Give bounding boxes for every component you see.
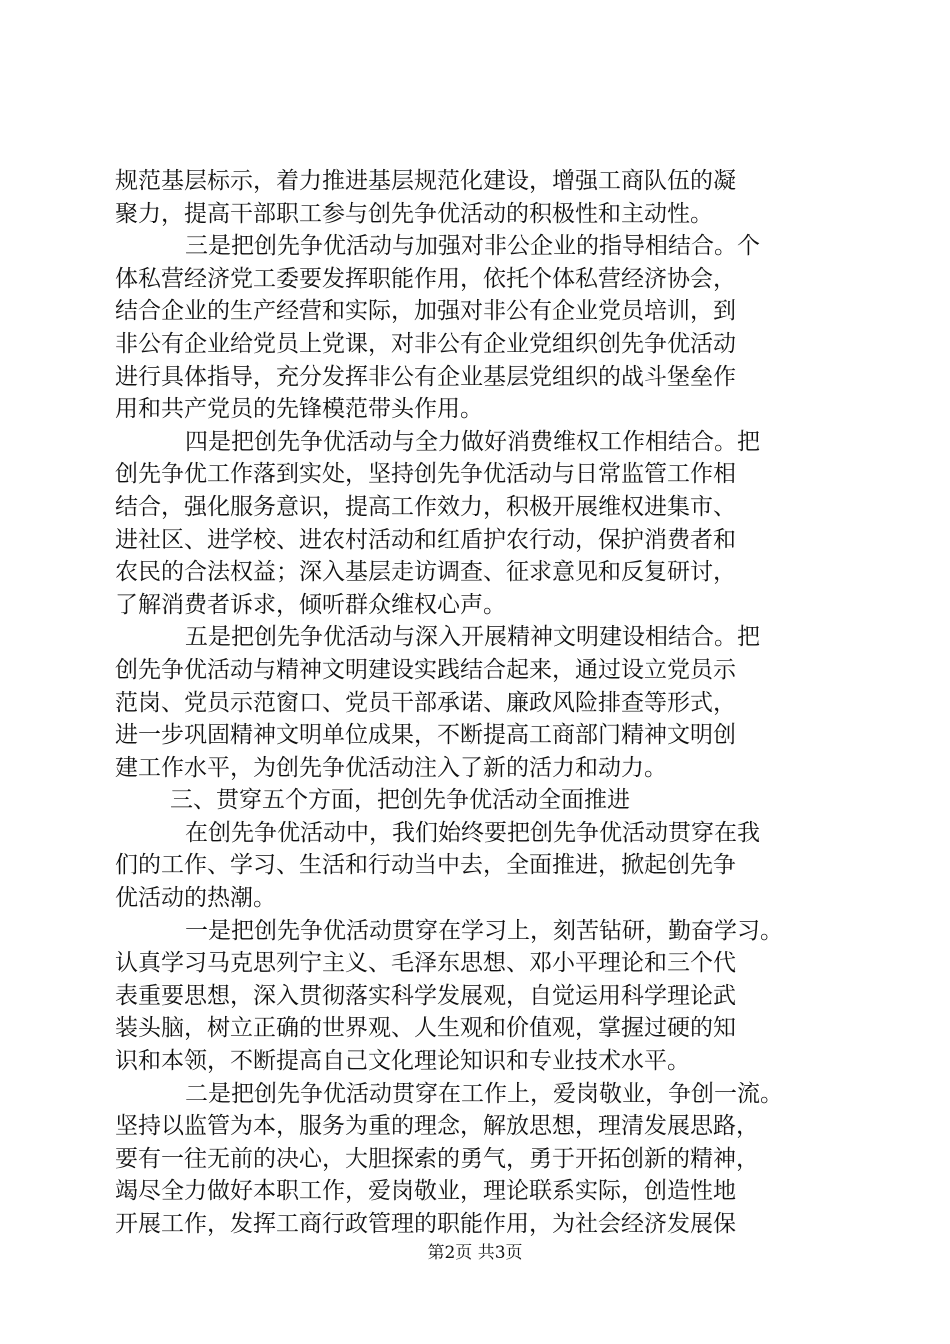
text-line: 进社区、进学校、进农村活动和红盾护农行动，保护消费者和 xyxy=(115,526,736,553)
text-line: 要有一往无前的决心，大胆探索的勇气，勇于开拓创新的精神， xyxy=(115,1145,759,1172)
text-line: 表重要思想，深入贯彻落实科学发展观，自觉运用科学理论武 xyxy=(115,982,736,1009)
text-line: 进行具体指导，充分发挥非公有企业基层党组织的战斗堡垒作 xyxy=(115,363,736,390)
text-line: 们的工作、学习、生活和行动当中去，全面推进，掀起创先争 xyxy=(115,852,736,879)
paragraph-start-line: 在创先争优活动中，我们始终要把创先争优活动贯穿在我 xyxy=(185,819,760,846)
text-line: 用和共产党员的先锋模范带头作用。 xyxy=(115,396,483,423)
text-line: 体私营经济党工委要发挥职能作用，依托个体私营经济协会， xyxy=(115,265,736,292)
text-line: 创先争优工作落到实处，坚持创先争优活动与日常监管工作相 xyxy=(115,461,736,488)
text-line: 建工作水平，为创先争优活动注入了新的活力和动力。 xyxy=(115,754,667,781)
text-line: 结合企业的生产经营和实际，加强对非公有企业党员培训，到 xyxy=(115,298,736,325)
text-line: 范岗、党员示范窗口、党员干部承诺、廉政风险排查等形式， xyxy=(115,689,736,716)
text-line: 装头脑，树立正确的世界观、人生观和价值观，掌握过硬的知 xyxy=(115,1015,736,1042)
text-line: 规范基层标示，着力推进基层规范化建设，增强工商队伍的凝 xyxy=(115,168,736,194)
text-line: 开展工作，发挥工商行政管理的职能作用，为社会经济发展保 xyxy=(115,1211,736,1237)
text-line: 竭尽全力做好本职工作，爱岗敬业，理论联系实际，创造性地 xyxy=(115,1178,736,1205)
text-line: 进一步巩固精神文明单位成果，不断提高工商部门精神文明创 xyxy=(115,722,736,749)
body-text xyxy=(115,165,845,1241)
text-line: 创先争优活动与精神文明建设实践结合起来，通过设立党员示 xyxy=(115,656,736,683)
text-line: 农民的合法权益；深入基层走访调查、征求意见和反复研讨， xyxy=(115,559,736,586)
text-line: 结合，强化服务意识，提高工作效力，积极开展维权进集市、 xyxy=(115,493,736,520)
text-line: 识和本领，不断提高自己文化理论知识和专业技术水平。 xyxy=(115,1048,690,1075)
paragraph-start-line: 二是把创先争优活动贯穿在工作上，爱岗敬业，争创一流。 xyxy=(185,1080,783,1107)
paragraph-start-line: 一是把创先争优活动贯穿在学习上，刻苦钻研，勤奋学习。 xyxy=(185,917,783,944)
text-line: 坚持以监管为本，服务为重的理念，解放思想，理清发展思路， xyxy=(115,1113,759,1140)
text-line: 聚力，提高干部职工参与创先争优活动的积极性和主动性。 xyxy=(115,200,713,227)
text-line: 了解消费者诉求，倾听群众维权心声。 xyxy=(115,591,506,618)
page-number-footer: 第2页 共3页 xyxy=(427,1243,523,1263)
text-line: 非公有企业给党员上党课，对非公有企业党组织创先争优活动 xyxy=(115,330,736,357)
section-heading: 三、贯穿五个方面，把创先争优活动全面推进 xyxy=(170,787,630,814)
text-line: 认真学习马克思列宁主义、毛泽东思想、邓小平理论和三个代 xyxy=(115,950,736,977)
text-line: 优活动的热潮。 xyxy=(115,885,276,912)
paragraph-start-line: 四是把创先争优活动与全力做好消费维权工作相结合。把 xyxy=(185,428,760,455)
paragraph-start-line: 三是把创先争优活动与加强对非公企业的指导相结合。个 xyxy=(185,233,760,260)
paragraph-start-line: 五是把创先争优活动与深入开展精神文明建设相结合。把 xyxy=(185,624,760,651)
